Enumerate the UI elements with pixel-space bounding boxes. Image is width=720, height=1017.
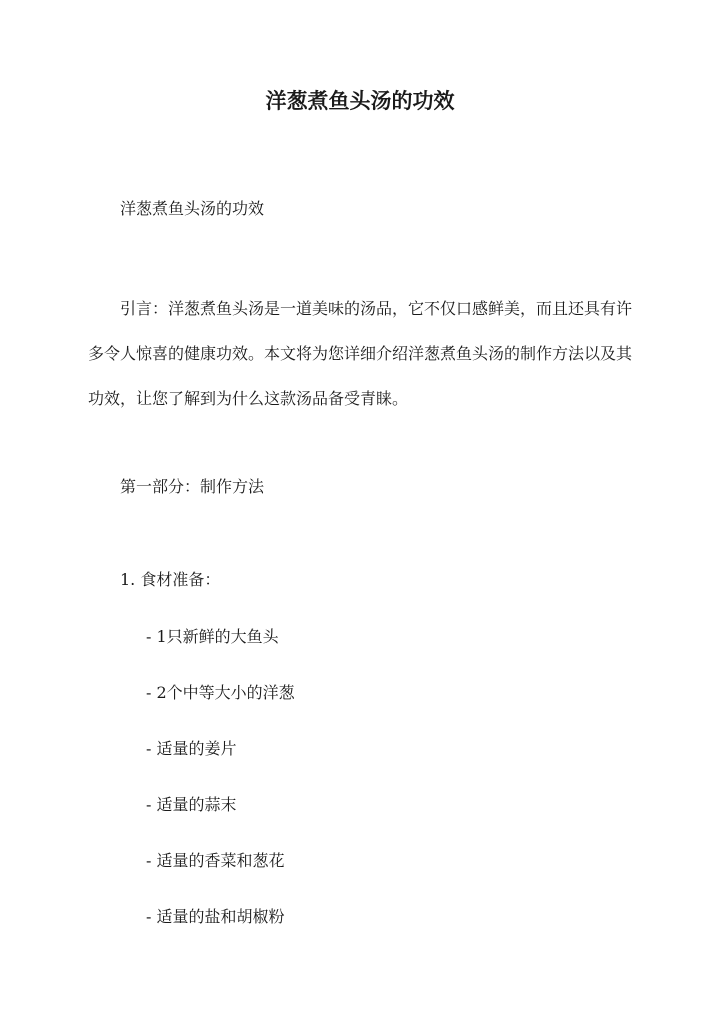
ingredient-item: - 适量的蒜末 xyxy=(146,795,237,814)
ingredient-item: - 适量的香菜和葱花 xyxy=(146,851,285,870)
ingredient-item: - 2个中等大小的洋葱 xyxy=(146,683,295,702)
step-heading: 1. 食材准备： xyxy=(120,570,221,589)
ingredient-item: - 适量的姜片 xyxy=(146,739,237,758)
intro-paragraph: 引言：洋葱煮鱼头汤是一道美味的汤品，它不仅口感鲜美，而且还具有许多令人惊喜的健康功效。本文将为您详细介绍洋葱煮鱼头汤的制作方法以及其功效，让您了解到为什么这款汤品备受青睐。 xyxy=(88,299,633,408)
section-heading: 第一部分：制作方法 xyxy=(120,477,265,496)
ingredient-item: - 1只新鲜的大鱼头 xyxy=(146,627,279,646)
ingredient-item: - 适量的盐和胡椒粉 xyxy=(146,907,285,926)
subtitle: 洋葱煮鱼头汤的功效 xyxy=(120,199,265,218)
document-title: 洋葱煮鱼头汤的功效 xyxy=(265,88,455,113)
